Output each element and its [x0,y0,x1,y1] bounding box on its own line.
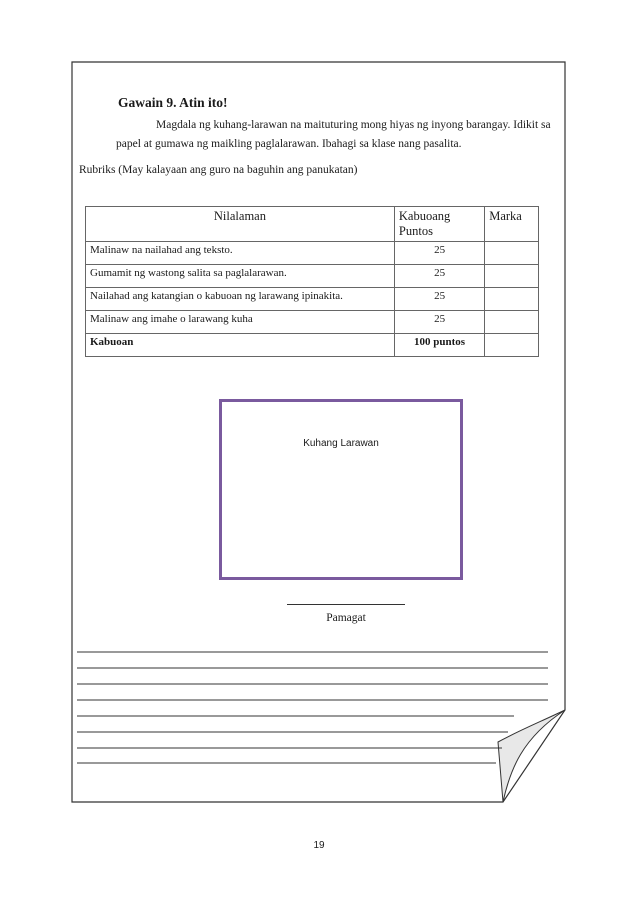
row-score [485,242,539,265]
total-label: Kabuoan [86,334,395,357]
table-row [86,288,539,311]
rubric-table [85,206,539,357]
activity-instructions: Magdala ng kuhang-larawan na maituturing mong hiyas ng inyong barangay. Idikit sa papel at gumawa ng maikling paglalarawan. Ibahagi sa klase nang pasalita. [116,119,551,150]
row-points: 25 [394,265,484,288]
row-content: Gumamit ng wastong salita sa paglalarawan. [86,265,395,288]
row-content: Nailahad ang katangian o kabuoan ng larawang ipinakita. [86,288,395,311]
activity-title: Gawain 9. Atin ito! [118,95,228,110]
row-points: 25 [394,311,484,334]
row-points: 25 [394,288,484,311]
row-content: Malinaw na nailahad ang teksto. [86,242,395,265]
title-caption-label: Pamagat [326,612,366,624]
row-score [485,311,539,334]
table-row [86,242,539,265]
title-underline [287,604,405,605]
total-points: 100 puntos [394,334,484,357]
header-points: Kabuoang Puntos [394,207,484,242]
row-points: 25 [394,242,484,265]
table-row [86,311,539,334]
row-content: Malinaw ang imahe o larawang kuha [86,311,395,334]
rubric-caption: Rubriks (May kalayaan ang guro na baguhin ang panukatan) [79,164,358,176]
row-score [485,288,539,311]
rubric-header-row [86,207,539,242]
photo-label: Kuhang Larawan [303,438,379,449]
row-score [485,265,539,288]
header-score: Marka [485,207,539,242]
page-number: 19 [313,840,325,851]
total-score [485,334,539,357]
photo-placeholder [219,399,463,580]
table-row [86,265,539,288]
total-row [86,334,539,357]
header-content: Nilalaman [86,207,395,242]
